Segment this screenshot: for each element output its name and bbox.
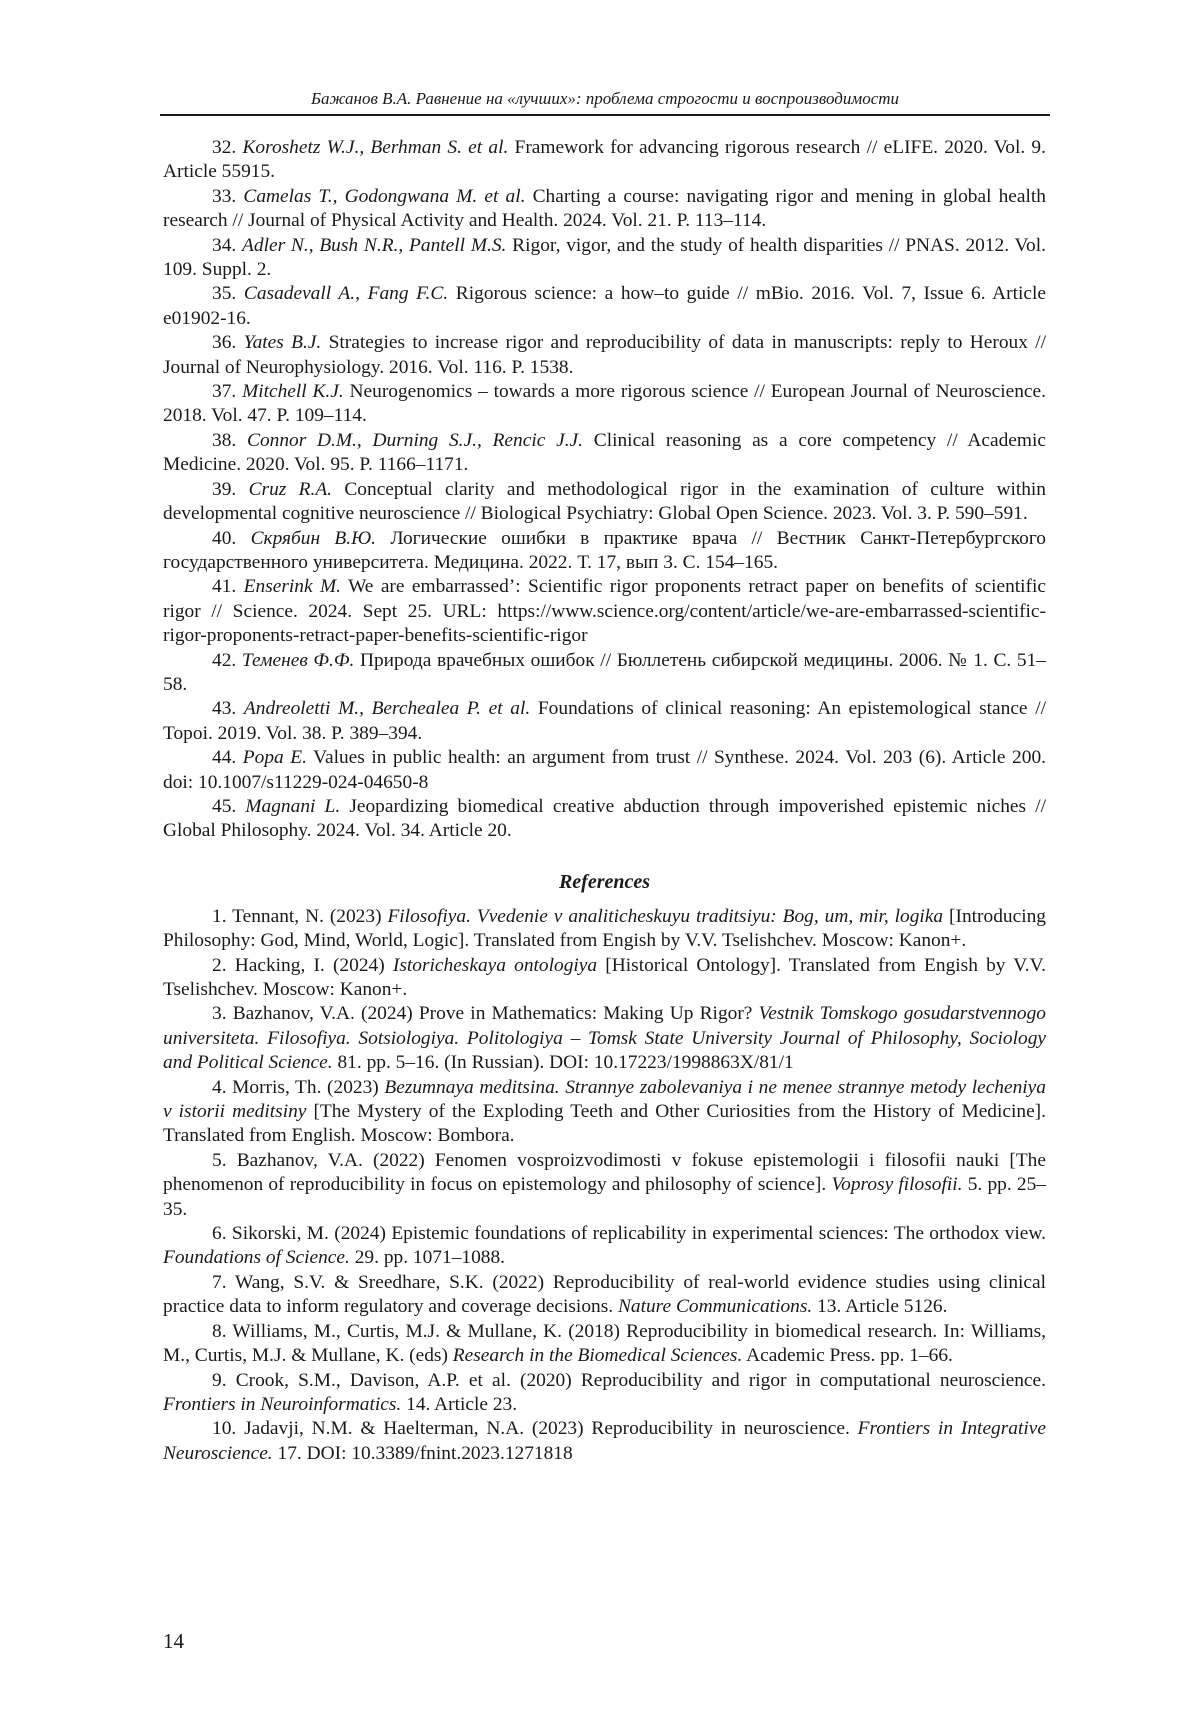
entry-authors: Connor D.M., Durning S.J., Rencic J.J. [247,429,584,451]
entry-number: 40. [212,527,237,549]
reference-entry [163,1002,1046,1075]
bibliography-entry [163,478,1046,527]
entry-text: Логические ошибки в практике врача // Вестник Санкт-Петербургского государственного университета. Медицина. 2022. Т. 17, вып 3. С. 154–165. [163,527,1046,573]
entry-text: Values in public health: an argument from trust // Synthese. 2024. Vol. 203 (6). Article 200. doi: 10.1007/s11229-024-04650-8 [163,747,1046,793]
reference-entry [163,1369,1046,1418]
entry-rest: Academic Press. pp. 1–66. [746,1345,953,1367]
running-header: Бажанов В.А. Равнение на «лучших»: проблема строгости и воспроизводимости [310,89,900,108]
entry-authors: Cruz R.A. [248,478,333,500]
reference-entry [163,905,1046,954]
entry-lead: Williams, M., Curtis, M.J. & Mullane, K. (2018) Reproducibility in biomedical research. In: Williams, M., Curtis, M.J. & Mullane, K. (eds) [163,1320,1046,1367]
bibliography-entry [163,136,1046,185]
entry-authors: Casadevall A., Fang F.C. [243,283,449,305]
entry-authors: Andreoletti M., Berchealea P. et al. [243,698,531,720]
entry-number: 6. [212,1223,227,1245]
page-number: 14 [163,1629,184,1653]
entry-number: 34. [212,234,237,256]
entry-lead: Wang, S.V. & Sreedhare, S.K. (2022) Reproducibility of real-world evidence studies using clinical practice data to inform regulatory and coverage decisions. [163,1271,1046,1318]
entry-text: Framework for advancing rigorous research // eLIFE. 2020. Vol. 9. Article 55915. [163,137,1046,183]
entry-text: Rigorous science: a how–to guide // mBio. 2016. Vol. 7, Issue 6. Article e01902-16. [163,283,1046,329]
entry-number: 42. [212,649,237,671]
entry-rest: 29. pp. 1071–1088. [354,1247,506,1269]
entry-number: 7. [212,1271,227,1293]
reference-entry [163,1417,1046,1466]
entry-rest: [Historical Ontology]. Translated from Engish by V.V. Tselishchev. Moscow: Kanon+. [163,954,1047,1000]
entry-title: Voprosy filosofii. [831,1174,963,1196]
references-list [163,905,1046,1466]
entry-text: Neurogenomics – towards a more rigorous science // European Journal of Neuroscience. 2018. Vol. 47. P. 109–114. [163,381,1046,427]
reference-entry [163,1222,1046,1271]
bibliography-entry [163,575,1046,648]
entry-lead: Morris, Th. (2023) [232,1076,379,1098]
entry-number: 35. [212,283,237,305]
bibliography-entry [163,234,1046,283]
entry-number: 3. [212,1003,227,1025]
entry-authors: Теменев Ф.Ф. [241,649,355,671]
bibliography-entry [163,331,1046,380]
entry-lead: Jadavji, N.M. & Haelterman, N.A. (2023) Reproducibility in neuroscience. [244,1418,850,1440]
entry-text: Jeopardizing biomedical creative abduction through impoverished epistemic niches // Global Philosophy. 2024. Vol. 34. Article 20. [163,795,1046,842]
entry-number: 39. [212,478,237,500]
entry-number: 38. [212,429,237,451]
entry-authors: Mitchell K.J. [242,381,344,403]
entry-text: We are embarrassed’: Scientific rigor proponents retract paper on benefits of scientific rigor // Science. 2024. Sept 25. URL: https://www.science.org/content/article/we-are-embarrassed-scientific-rigor-proponents-retract-paper-benefits-scientific-rigor [163,576,1046,647]
entry-rest: 13. Article 5126. [817,1296,948,1318]
reference-entry [163,1271,1046,1320]
entry-number: 2. [212,954,227,976]
entry-lead: Sikorski, M. (2024) Epistemic foundations of replicability in experimental sciences: The orthodox view. [231,1223,1046,1245]
reference-entry [163,954,1046,1003]
entry-text: Foundations of clinical reasoning: An epistemological stance // Topoi. 2019. Vol. 38. P. 389–394. [163,698,1046,744]
entry-title: Vestnik Tomskogo gosudarstvennogo universiteta. Filosofiya. Sotsiologiya. Politologiya – Tomsk State University Journal of Philosophy, Sociology and Political Science. [163,1003,1046,1074]
entry-rest: 17. DOI: 10.3389/fnint.2023.1271818 [277,1442,573,1464]
entry-title: Research in the Biomedical Sciences. [452,1345,743,1367]
entry-lead: Tennant, N. (2023) [232,905,382,927]
reference-entry [163,1320,1046,1369]
entry-text: Clinical reasoning as a core competency // Academic Medicine. 2020. Vol. 95. P. 1166–1171. [163,429,1046,476]
entry-number: 45. [212,795,237,817]
entry-authors: Enserink M. [243,576,341,598]
entry-lead: Crook, S.M., Davison, A.P. et al. (2020) Reproducibility and rigor in computational neuroscience. [235,1369,1046,1391]
entry-title: Frontiers in Neuroinformatics. [163,1393,402,1415]
bibliography-entry [163,795,1046,844]
entry-title: Frontiers in Integrative Neuroscience. [163,1418,1046,1464]
entry-authors: Magnani L. [245,795,341,817]
bibliography-entry [163,429,1046,478]
entry-text: Conceptual clarity and methodological rigor in the examination of culture within developmental cognitive neuroscience // Biological Psychiatry: Global Open Science. 2023. Vol. 3. P. 590–591. [163,478,1046,525]
header-rule [160,114,1050,116]
entry-authors: Camelas T., Godongwana M. et al. [243,185,526,207]
entry-authors: Popa E. [242,747,307,769]
entry-rest: 81. pp. 5–16. (In Russian). DOI: 10.17223/1998863X/81/1 [337,1052,794,1074]
entry-text: Charting a course: navigating rigor and mening in global health research // Journal of Physical Activity and Health. 2024. Vol. 21. P. 113–114. [163,185,1046,232]
entry-title: Foundations of Science. [163,1247,350,1269]
entry-number: 10. [212,1418,237,1440]
page-content [163,136,1046,1466]
entry-number: 8. [212,1320,227,1342]
entry-lead: Bazhanov, V.A. (2024) Prove in Mathematics: Making Up Rigor? [232,1003,753,1025]
entry-number: 41. [212,576,237,598]
entry-text: Rigor, vigor, and the study of health disparities // PNAS. 2012. Vol. 109. Suppl. 2. [163,234,1046,281]
entry-number: 1. [212,905,227,927]
entry-lead: Hacking, I. (2024) [234,954,385,976]
entry-title: Filosofiya. Vvedenie v analiticheskuyu traditsiyu: Bog, um, mir, logika [387,905,944,927]
entry-number: 32. [212,137,237,158]
bibliography-entry [163,697,1046,746]
entry-number: 37. [212,381,237,403]
entry-text: Strategies to increase rigor and reproducibility of data in manuscripts: reply to Heroux // Journal of Neurophysiology. 2016. Vol. 116. P. 1538. [163,332,1046,378]
entry-number: 36. [212,332,237,354]
entry-title: Nature Communications. [617,1296,813,1318]
entry-title: Bezumnaya meditsina. Strannye zabolevaniya i ne menee strannye metody lecheniya v istorii meditsiny [163,1076,1046,1123]
entry-number: 33. [212,185,237,207]
bibliography-entry [163,746,1046,795]
entry-rest: 14. Article 23. [406,1393,518,1415]
bibliography-entry [163,185,1046,234]
bibliography-entry [163,527,1046,576]
references-heading: References [558,870,651,893]
entry-rest: [The Mystery of the Exploding Teeth and Other Curiosities from the History of Medicine]. Translated from English. Moscow: Bombora. [163,1101,1046,1147]
entry-title: Istoricheskaya ontologiya [392,954,598,976]
entry-number: 43. [212,698,237,720]
entry-authors: Скрябин В.Ю. [250,527,376,549]
entry-number: 4. [212,1076,227,1098]
bibliography-list [163,136,1046,844]
entry-text: Природа врачебных ошибок // Бюллетень сибирской медицины. 2006. № 1. С. 51–58. [163,649,1046,695]
reference-entry [163,1076,1046,1149]
entry-number: 5. [212,1149,227,1171]
reference-entry [163,1149,1046,1222]
entry-rest: 5. pp. 25–35. [163,1174,1046,1220]
entry-rest: [Introducing Philosophy: God, Mind, World, Logic]. Translated from Engish by V.V. Tselishchev. Moscow: Kanon+. [163,905,1046,952]
entry-authors: Yates B.J. [243,332,322,354]
entry-number: 9. [212,1369,227,1391]
bibliography-entry [163,649,1046,698]
bibliography-entry [163,380,1046,429]
entry-number: 44. [212,747,237,769]
entry-authors: Adler N., Bush N.R., Pantell M.S. [242,234,507,256]
bibliography-entry [163,282,1046,331]
entry-lead: Bazhanov, V.A. (2022) Fenomen vosproizvodimosti v fokuse epistemologii i filosofii nauki [The phenomenon of reproducibility in focus on epistemology and philosophy of science]. [163,1149,1046,1196]
entry-authors: Koroshetz W.J., Berhman S. et al. [242,137,509,158]
